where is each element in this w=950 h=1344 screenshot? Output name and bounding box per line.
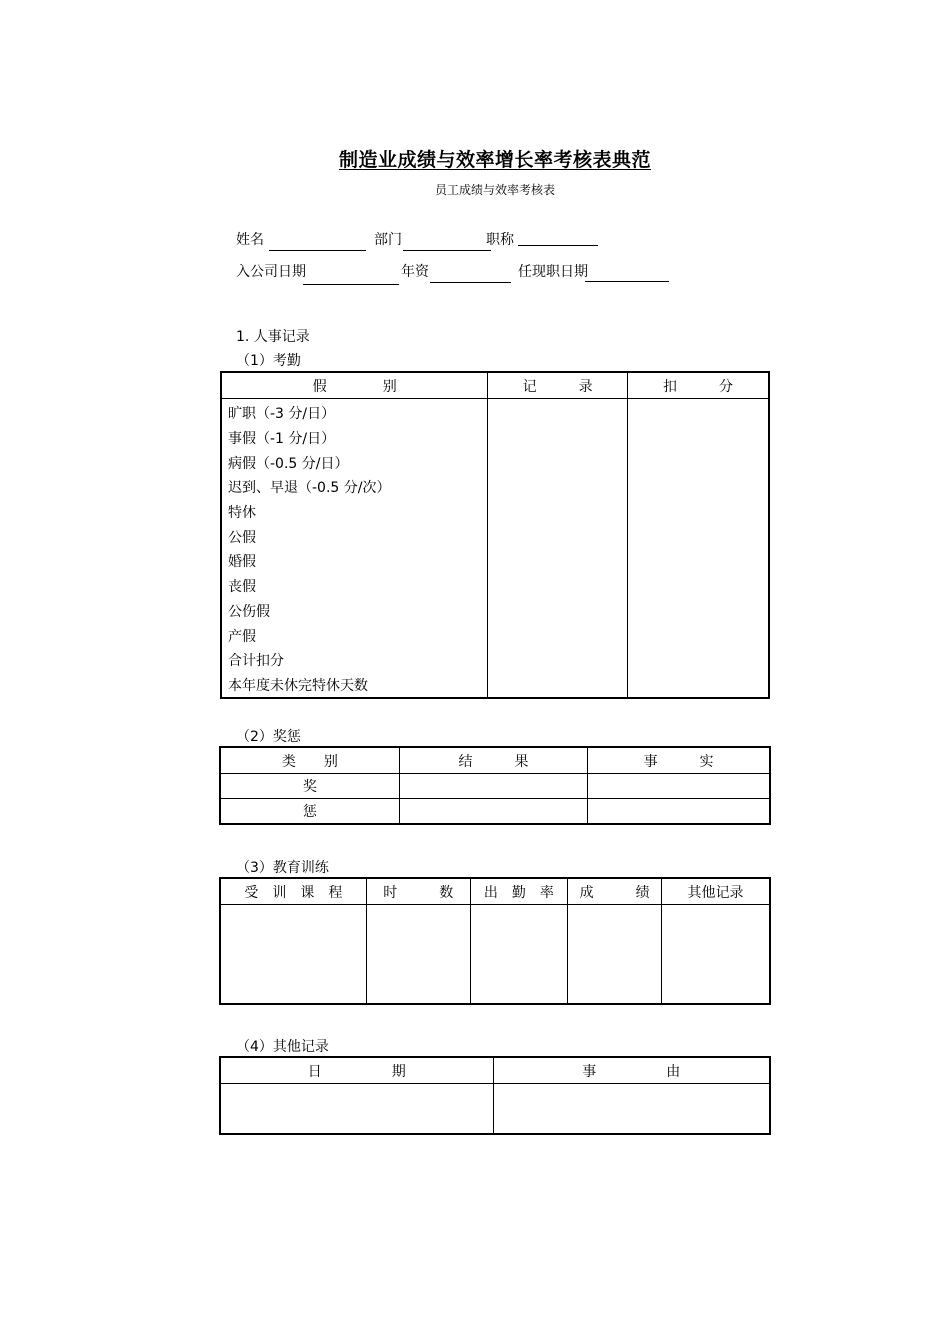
training-score-cell[interactable]	[568, 905, 662, 1004]
rewards-col-category: 类 别	[220, 747, 399, 774]
join-date-label: 入公司日期	[236, 264, 306, 280]
attendance-row-label: 事假（-1 分/日）	[221, 426, 488, 451]
attendance-row-label: 丧假	[221, 574, 488, 599]
rewards-result-cell[interactable]	[399, 799, 587, 824]
attendance-col-record: 记 录	[488, 372, 628, 399]
training-hours-cell[interactable]	[366, 905, 470, 1004]
attendance-record-cell[interactable]	[488, 399, 628, 699]
training-col-hours: 时 数	[366, 878, 470, 905]
attendance-col-deduction: 扣 分	[627, 372, 769, 399]
attendance-row-label: 婚假	[221, 549, 488, 574]
job-title-field[interactable]	[518, 245, 598, 246]
job-title-label: 职称	[486, 232, 514, 248]
rewards-row-penalty: 惩	[220, 799, 399, 824]
attendance-row-label: 病假（-0.5 分/日）	[221, 450, 488, 475]
rewards-table	[219, 746, 771, 825]
department-field[interactable]	[403, 250, 491, 251]
training-col-other: 其他记录	[661, 878, 770, 905]
rewards-fact-cell[interactable]	[588, 774, 770, 799]
section-heading-personnel: 1. 人事记录	[236, 329, 310, 345]
rewards-col-result: 结 果	[399, 747, 587, 774]
attendance-col-type: 假 别	[221, 372, 488, 399]
attendance-row-label: 公假	[221, 524, 488, 549]
seniority-label: 年资	[401, 264, 429, 280]
rewards-heading: （2）奖惩	[236, 729, 301, 745]
training-col-attendance: 出 勤 率	[470, 878, 568, 905]
training-table	[219, 877, 771, 1005]
document-title: 制造业成绩与效率增长率考核表典范	[338, 149, 651, 171]
department-label: 部门	[374, 232, 402, 248]
attendance-row-label: 本年度未休完特休天数	[221, 673, 488, 699]
appointment-date-field[interactable]	[585, 281, 669, 282]
name-field[interactable]	[269, 250, 366, 251]
document-subtitle: 员工成绩与效率考核表	[434, 183, 555, 197]
rewards-col-fact: 事 实	[588, 747, 770, 774]
other-col-reason: 事 由	[493, 1057, 770, 1084]
other-records-table	[219, 1056, 771, 1135]
other-date-cell[interactable]	[220, 1084, 493, 1134]
attendance-row-label: 旷职（-3 分/日）	[221, 399, 488, 426]
seniority-field[interactable]	[430, 282, 511, 283]
rewards-row-reward: 奖	[220, 774, 399, 799]
attendance-table	[220, 371, 770, 699]
training-col-course: 受 训 课 程	[220, 878, 366, 905]
rewards-result-cell[interactable]	[399, 774, 587, 799]
attendance-row-label: 产假	[221, 623, 488, 648]
other-reason-cell[interactable]	[493, 1084, 770, 1134]
training-course-cell[interactable]	[220, 905, 366, 1004]
attendance-deduction-cell[interactable]	[627, 399, 769, 699]
training-other-cell[interactable]	[661, 905, 770, 1004]
attendance-row-label: 公伤假	[221, 599, 488, 624]
appointment-date-label: 任现职日期	[518, 264, 588, 280]
name-label: 姓名	[236, 232, 264, 248]
attendance-row-label: 合计扣分	[221, 648, 488, 673]
join-date-field[interactable]	[303, 284, 399, 285]
training-heading: （3）教育训练	[236, 860, 329, 876]
other-col-date: 日 期	[220, 1057, 493, 1084]
attendance-row-label: 迟到、早退（-0.5 分/次）	[221, 475, 488, 500]
attendance-heading: （1）考勤	[236, 353, 301, 369]
other-records-heading: （4）其他记录	[236, 1039, 329, 1055]
training-attendance-cell[interactable]	[470, 905, 568, 1004]
rewards-fact-cell[interactable]	[588, 799, 770, 824]
attendance-row-label: 特休	[221, 500, 488, 525]
training-col-score: 成 绩	[568, 878, 662, 905]
